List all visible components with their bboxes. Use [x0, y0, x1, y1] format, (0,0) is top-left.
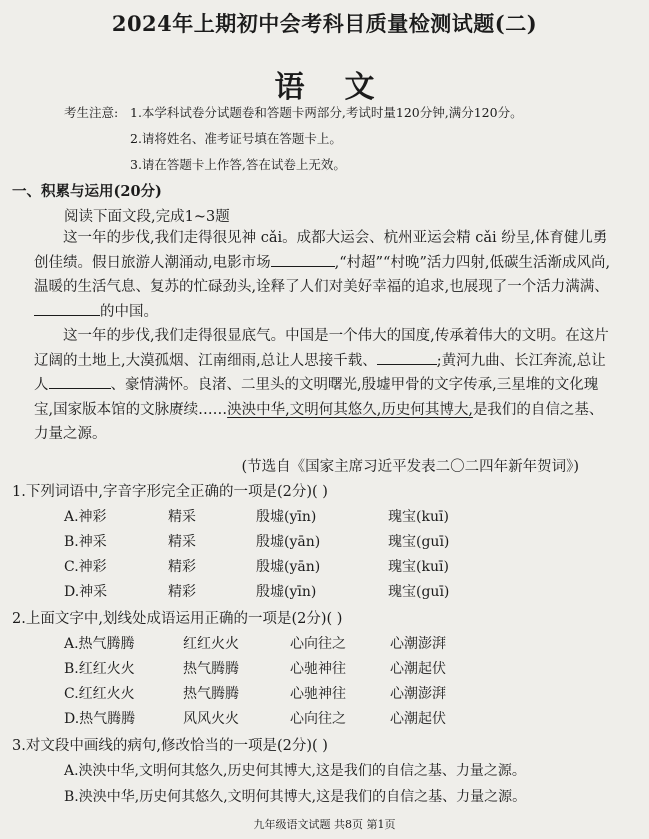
option-b-idiom-3: 心驰神往	[290, 661, 346, 677]
option-a-word-2: 精采	[168, 509, 196, 525]
page-footer: 九年级语文试题 共8页 第1页	[253, 818, 396, 831]
section-intro: 阅读下面文段,完成1~3题	[64, 209, 230, 225]
option-b-word-4: 瑰宝(guī)	[388, 534, 450, 550]
passage-source: (节选自《国家主席习近平发表二〇二四年新年贺词》)	[241, 459, 579, 475]
passage-text: 、豪情满怀。良渚、二里头的文明曙光,殷墟甲骨的文字传承,三星堆的文化瑰宝,国家版本馆的文脉赓续……	[34, 377, 599, 418]
option-c-idiom-4: 心潮澎湃	[390, 686, 446, 702]
option-b-word-1: B.神采	[64, 534, 107, 550]
option-a-idiom-2: 红红火火	[183, 636, 239, 652]
option-a-word-4: 瑰宝(kuī)	[388, 509, 449, 525]
subject-title: 语文	[274, 70, 415, 105]
option-d-word-1: D.神采	[64, 584, 108, 600]
option-d-word-2: 精彩	[168, 584, 196, 600]
passage-paragraph-2	[34, 324, 616, 447]
notice-item-3: 3.请在答题卡上作答,答在试卷上无效。	[130, 157, 346, 172]
option-c-word-3: 殷墟(yān)	[256, 559, 321, 575]
passage-text: 这一年的步伐,我们走得很显底气。中国是一个伟大的国度,传承着伟大的文明。在这片辽阔的土地上,大漠孤烟、江南细雨,总让人思接千载、	[34, 328, 609, 369]
notice-item-2: 2.请将姓名、准考证号填在答题卡上。	[130, 131, 342, 146]
option-a-word-3: 殷墟(yīn)	[256, 509, 317, 525]
option-b-idiom-4: 心潮起伏	[390, 661, 446, 677]
exam-title: 2024年上期初中会考科目质量检测试题(二)	[111, 11, 538, 36]
passage-paragraph-1	[34, 226, 616, 324]
question-1-stem: 1.下列词语中,字音字形完全正确的一项是(2分)( )	[12, 484, 328, 500]
option-d-word-3: 殷墟(yīn)	[256, 584, 317, 600]
section-heading: 一、积累与运用(20分)	[12, 183, 162, 200]
option-a-idiom-1: A.热气腾腾	[64, 636, 135, 652]
option-c-idiom-3: 心驰神往	[290, 686, 346, 702]
passage-text: 这一年的步伐,我们走得很见神 cǎi。成都大运会、杭州亚运会精 cǎi 纷呈,体育健儿勇创佳绩。假日旅游人潮涌动,电影市场	[34, 230, 608, 271]
option-d-idiom-3: 心向往之	[290, 711, 346, 727]
option-b-idiom-2: 热气腾腾	[183, 661, 239, 677]
option-c-idiom-2: 热气腾腾	[183, 686, 239, 702]
option-d-word-4: 瑰宝(guī)	[388, 584, 450, 600]
option-d-idiom-1: D.热气腾腾	[64, 711, 136, 727]
notice-item-1: 1.本学科试卷分试题卷和答题卡两部分,考试时量120分钟,满分120分。	[130, 105, 523, 120]
passage-text: ;黄河九曲、长江奔流,总让人	[34, 352, 606, 393]
reading-passage	[34, 226, 616, 447]
option-a-idiom-4: 心潮澎湃	[390, 636, 446, 652]
question-3-stem: 3.对文段中画线的病句,修改恰当的一项是(2分)( )	[12, 738, 328, 754]
question-3-option-a: A.泱泱中华,文明何其悠久,历史何其博大,这是我们的自信之基、力量之源。	[64, 763, 526, 779]
option-a-idiom-3: 心向往之	[290, 636, 346, 652]
option-b-word-2: 精采	[168, 534, 196, 550]
option-d-idiom-4: 心潮起伏	[390, 711, 446, 727]
passage-text: ,“村超”“村晚”活力四射,低碳生活渐成风尚,温暖的生活气息、复苏的忙碌劲头,诠释了人们对美好幸福的追求,也展现了一个活力满满、	[34, 254, 611, 295]
fill-blank	[34, 301, 100, 316]
question-2-stem: 2.上面文字中,划线处成语运用正确的一项是(2分)( )	[12, 611, 343, 627]
option-c-word-1: C.神彩	[64, 559, 107, 575]
option-c-word-2: 精彩	[168, 559, 196, 575]
passage-text: 是我们的自信之基、力量之源。	[34, 401, 604, 442]
option-c-idiom-1: C.红红火火	[64, 686, 135, 702]
passage-text: 的中国。	[100, 303, 158, 320]
fill-blank	[49, 374, 111, 389]
option-b-idiom-1: B.红红火火	[64, 661, 135, 677]
option-c-word-4: 瑰宝(kuī)	[388, 559, 449, 575]
option-a-word-1: A.神彩	[64, 509, 107, 525]
question-3-option-b: B.泱泱中华,历史何其悠久,文明何其博大,这是我们的自信之基、力量之源。	[64, 789, 527, 805]
underlined-sentence: 泱泱中华,文明何其悠久,历史何其博大,	[227, 401, 473, 418]
fill-blank	[271, 252, 335, 267]
fill-blank	[377, 350, 437, 365]
option-b-word-3: 殷墟(yān)	[256, 534, 321, 550]
notice-label: 考生注意:	[64, 105, 119, 120]
option-d-idiom-2: 风风火火	[183, 711, 239, 727]
